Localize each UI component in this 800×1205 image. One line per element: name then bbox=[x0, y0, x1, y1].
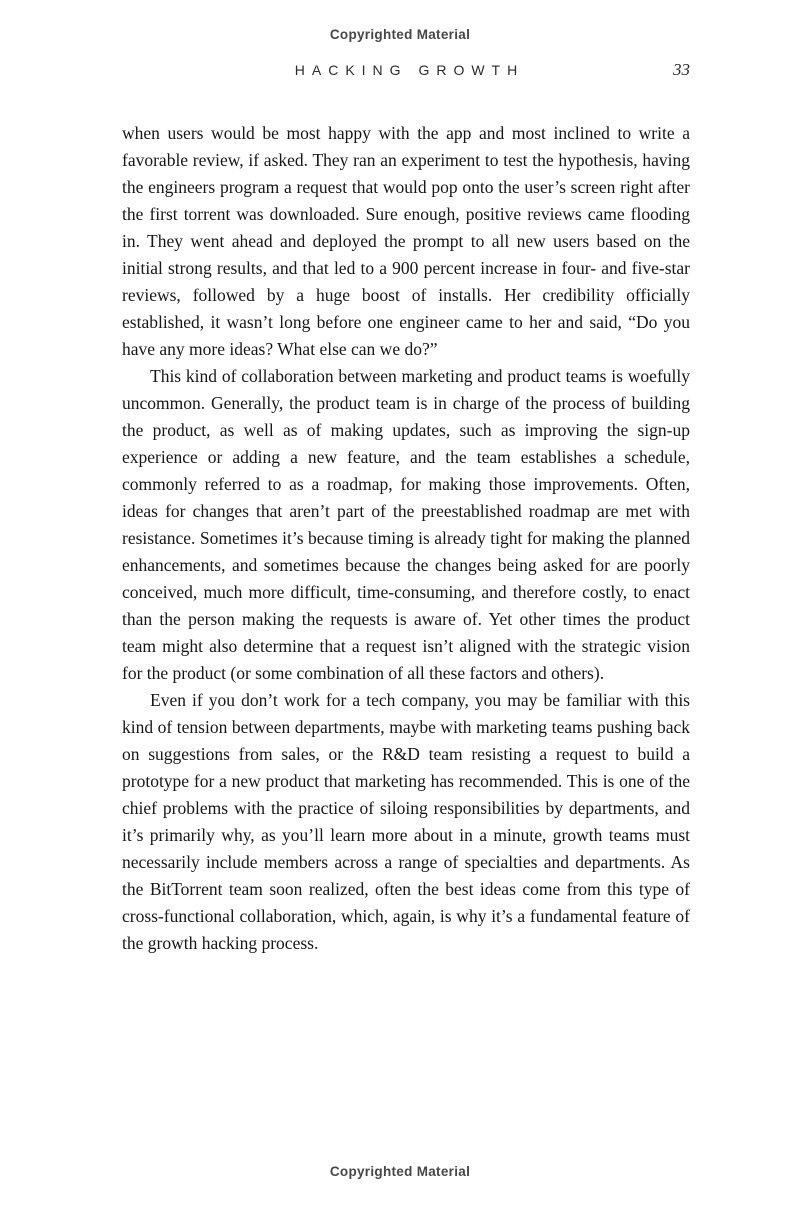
page-number: 33 bbox=[673, 60, 690, 79]
copyright-notice-bottom: Copyrighted Material bbox=[329, 1164, 471, 1179]
paragraph-3: Even if you don’t work for a tech company, you may be familiar with this kind of tension between departments, maybe with marketing teams pushing back on suggestions from sales, or the R&D team resisting a request to build a prototype for a new product that marketing has recommended. This is one of the chief problems with the practice of siloing responsibilities by departments, and it’s primarily why, as you’ll learn more about in a minute, growth teams must necessarily include members across a range of specialties and departments. As the BitTorrent team soon realized, often the best ideas come from this type of cross-functional collaboration, which, again, is why it’s a fundamental feature of the growth hacking process. bbox=[122, 690, 690, 953]
copyright-notice-top: Copyrighted Material bbox=[329, 27, 471, 42]
page-body bbox=[122, 120, 690, 957]
paragraph-2: This kind of collaboration between marketing and product teams is woefully uncommon. Generally, the product team is in charge of the process of building the product, as well as of making updates, such as improving the sign-up experience or adding a new feature, and the team establishes a schedule, commonly referred to as a roadmap, for making those improvements. Often, ideas for changes that aren’t part of the preestablished roadmap are met with resistance. Sometimes it’s because timing is already tight for making the planned enhancements, and sometimes because the changes being asked for are poorly conceived, much more difficult, time-consuming, and therefore costly, to enact than the person making the requests is aware of. Yet other times the product team might also determine that a request isn’t aligned with the strategic vision for the product (or some combination of all these factors and others). bbox=[122, 366, 690, 683]
running-header bbox=[122, 62, 690, 84]
paragraph-1: when users would be most happy with the app and most inclined to write a favorable review, if asked. They ran an experiment to test the hypothesis, having the engineers program a request that would pop onto the user’s screen right after the first torrent was downloaded. Sure enough, positive reviews came flooding in. They went ahead and deployed the prompt to all new users based on the initial strong results, and that led to a 900 percent increase in four- and five-star reviews, followed by a huge boost of installs. Her credibility officially established, it wasn’t long before one engineer came to her and said, “Do you have any more ideas? What else can we do?” bbox=[122, 123, 690, 359]
book-title: HACKING GROWTH bbox=[294, 62, 525, 78]
